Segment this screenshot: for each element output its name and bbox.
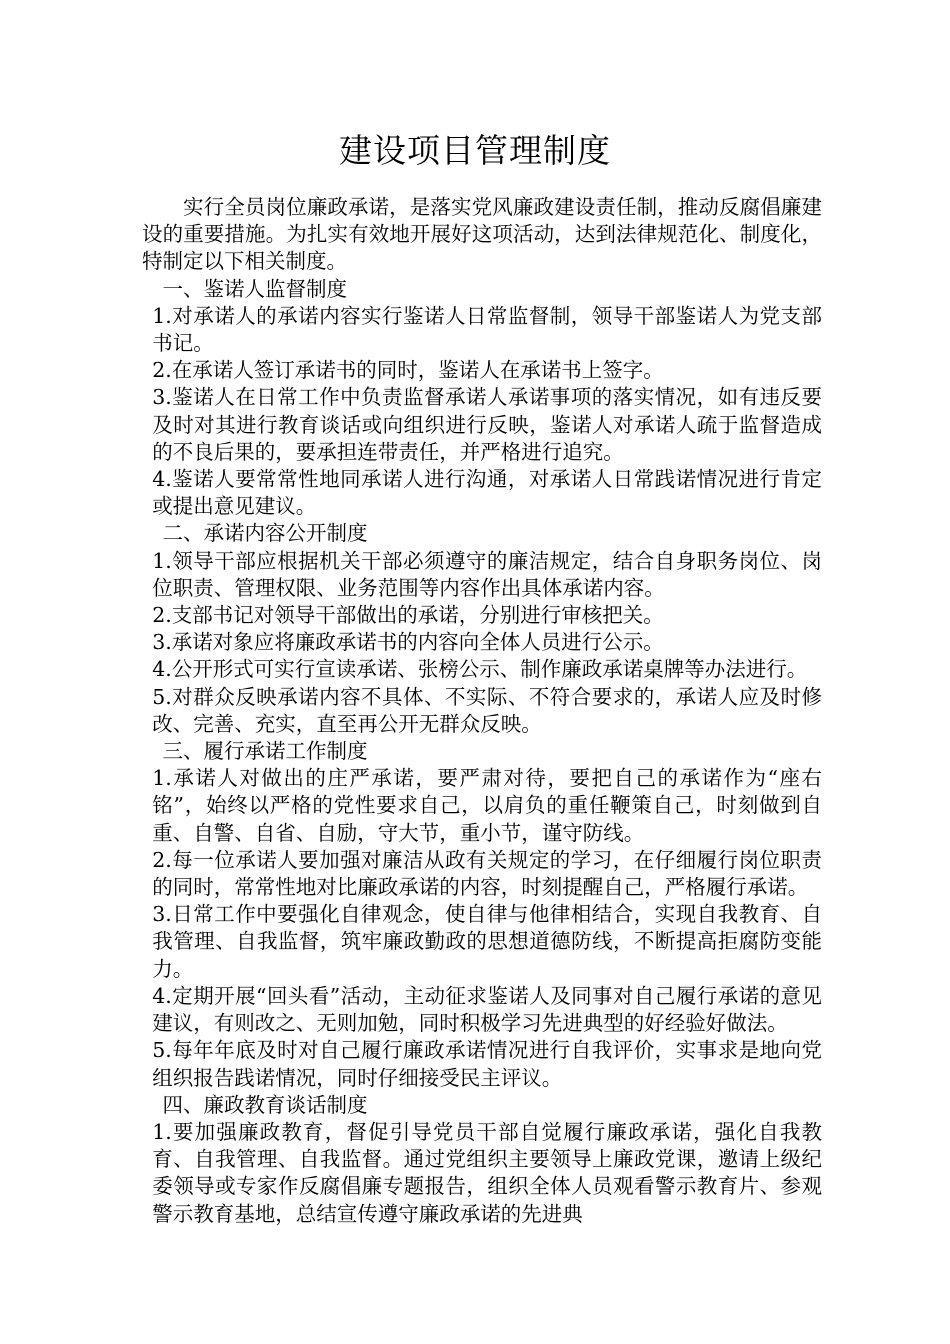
section-2-item-4: 4.公开形式可实行宣读承诺、张榜公示、制作廉政承诺桌牌等办法进行。 <box>152 657 808 682</box>
section-3-item-4: 4.定期开展“回头看”活动，主动征求鉴诺人及同事对自己履行承诺的意见建议，有则改之、无则加勉，同时积极学习先进典型的好经验好做法。 <box>152 983 822 1036</box>
document-title: 建设项目管理制度 <box>339 131 611 170</box>
section-3-item-5: 5.每年年底及时对自己履行廉政承诺情况进行自我评价，实事求是地向党组织报告践诺情况，同时仔细接受民主评议。 <box>152 1038 822 1090</box>
section-heading-1: 一、鉴诺人监督制度 <box>162 276 347 301</box>
section-1-item-2: 2.在承诺人签订承诺书的同时，鉴诺人在承诺书上签字。 <box>152 358 664 383</box>
section-2-item-3: 3.承诺对象应将廉政承诺书的内容向全体人员进行公示。 <box>152 630 664 655</box>
section-heading-2: 二、承诺内容公开制度 <box>162 521 368 546</box>
section-3-item-2: 2.每一位承诺人要加强对廉洁从政有关规定的学习，在仔细履行岗位职责的同时，常常性地对比廉政承诺的内容，时刻提醒自己，严格履行承诺。 <box>152 847 822 900</box>
document-body <box>142 194 822 1228</box>
section-3-item-1: 1.承诺人对做出的庄严承诺，要严肃对待，要把自己的承诺作为“座右铭”，始终以严格的党性要求自己，以肩负的重任鞭策自己，时刻做到自重、自警、自省、自励，守大节，重小节，谨守防线。 <box>152 766 822 845</box>
intro-paragraph: 实行全员岗位廉政承诺，是落实党风廉政建设责任制，推动反腐倡廉建设的重要措施。为扎实有效地开展好这项活动，达到法律规范化、制度化，特制定以下相关制度。 <box>142 195 822 274</box>
section-1-item-1: 1.对承诺人的承诺内容实行鉴诺人日常监督制，领导干部鉴诺人为党支部书记。 <box>152 303 822 356</box>
section-heading-4: 四、廉政教育谈话制度 <box>162 1092 368 1117</box>
section-2-item-1: 1.领导干部应根据机关干部必须遵守的廉洁规定，结合自身职务岗位、岗位职责、管理权限、业务范围等内容作出具体承诺内容。 <box>152 548 822 600</box>
section-3-item-3: 3.日常工作中要强化自律观念，使自律与他律相结合，实现自我教育、自我管理、自我监督，筑牢廉政勤政的思想道德防线，不断提高拒腐防变能力。 <box>152 902 822 981</box>
section-2-item-2: 2.支部书记对领导干部做出的承诺，分别进行审核把关。 <box>152 603 664 628</box>
section-4-item-1: 1.要加强廉政教育，督促引导党员干部自觉履行廉政承诺，强化自我教育、自我管理、自我监督。通过党组织主要领导上廉政党课，邀请上级纪委领导或专家作反腐倡廉专题报告，组织全体人员观看警示教育片、参观警示教育基地，总结宣传遵守廉政承诺的先进典 <box>152 1119 822 1226</box>
section-2-item-5: 5.对群众反映承诺内容不具体、不实际、不符合要求的，承诺人应及时修改、完善、充实，直至再公开无群众反映。 <box>152 684 822 736</box>
section-1-item-4: 4.鉴诺人要常常性地同承诺人进行沟通，对承诺人日常践诺情况进行肯定或提出意见建议。 <box>152 467 822 519</box>
section-1-item-3: 3.鉴诺人在日常工作中负责监督承诺人承诺事项的落实情况，如有违反要及时对其进行教育谈话或向组织进行反映，鉴诺人对承诺人疏于监督造成的不良后果的，要承担连带责任，并严格进行追究。 <box>152 385 822 464</box>
section-heading-3: 三、履行承诺工作制度 <box>162 739 368 764</box>
